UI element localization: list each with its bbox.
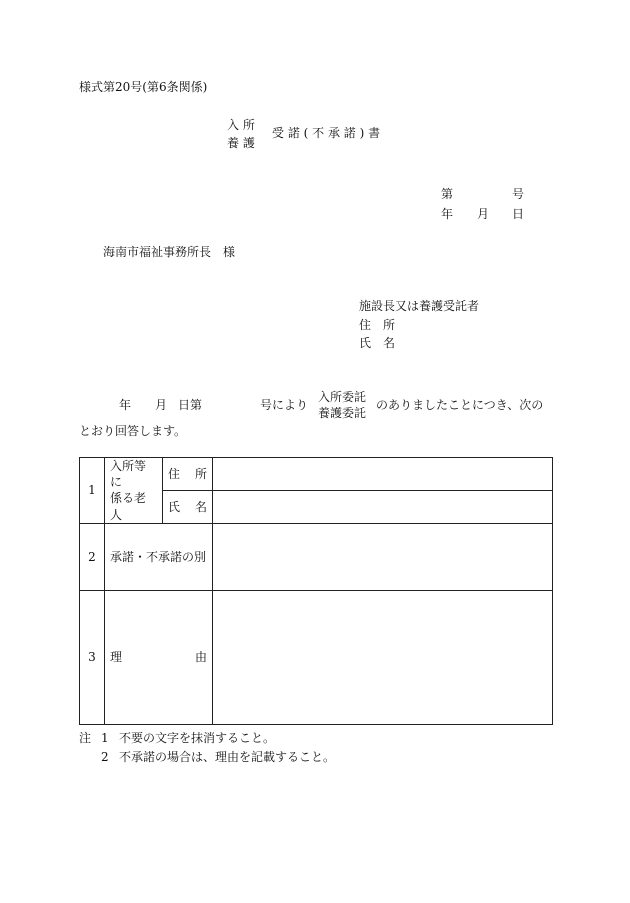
- body-line2: とおり回答します。: [79, 424, 187, 438]
- body-gou-niyori: 号により: [260, 398, 309, 412]
- commission-type-bottom: 養護委託: [318, 406, 367, 421]
- row1-label-line2: 係る老人: [110, 491, 147, 522]
- row1-address-value[interactable]: [213, 458, 553, 491]
- row2-value[interactable]: [213, 523, 553, 590]
- row1-name-char1: 氏: [168, 499, 181, 514]
- note1-text: 不要の文字を抹消すること。: [119, 731, 276, 745]
- row1-address-char1: 住: [168, 466, 181, 481]
- doc-number-gou: 号: [512, 187, 525, 201]
- note2-number: 2: [101, 750, 109, 764]
- body-year: 年: [119, 398, 132, 412]
- row1-number: 1: [80, 458, 105, 524]
- document-title: 受 諾 ( 不 承 諾 ) 書: [272, 126, 381, 140]
- row3-label-char2: 由: [194, 650, 207, 665]
- date-month: 月: [477, 207, 490, 221]
- table-row-2: [80, 523, 553, 590]
- body-continuation: のありましたことにつき、次の: [376, 398, 544, 412]
- title-stack-top: 入 所: [227, 118, 255, 132]
- doc-number-dai: 第: [441, 187, 454, 201]
- commission-type-top: 入所委託: [318, 390, 367, 404]
- table-row-1-address: [80, 458, 553, 491]
- body-day-dai: 日第: [178, 398, 203, 412]
- sender-address-label: 住 所: [359, 318, 396, 332]
- title-stack: [227, 118, 255, 151]
- note1-number: 1: [101, 731, 109, 745]
- row1-label: [105, 458, 163, 524]
- row1-name-label: [163, 490, 213, 523]
- row3-label: [105, 590, 213, 724]
- sender-name-label: 氏 名: [359, 336, 396, 350]
- row1-label-line1: 入所等に: [110, 459, 147, 490]
- body-month: 月: [155, 398, 168, 412]
- row1-name-value[interactable]: [213, 490, 553, 523]
- title-stack-bottom: 養 護: [227, 136, 255, 151]
- date-year: 年: [441, 207, 454, 221]
- date-day: 日: [512, 207, 525, 221]
- row3-label-char1: 理: [110, 650, 123, 665]
- table-row-3: [80, 590, 553, 724]
- commission-type-stack: [318, 390, 366, 421]
- row1-name-char2: 名: [194, 499, 207, 514]
- addressee: 海南市福祉事務所長 様: [103, 245, 236, 259]
- response-table: [79, 457, 553, 725]
- notes-prefix: 注: [79, 731, 92, 745]
- row2-label: 承諾・不承諾の別: [105, 523, 213, 590]
- row2-number: 2: [80, 523, 105, 590]
- row1-address-char2: 所: [194, 466, 207, 481]
- row3-value[interactable]: [213, 590, 553, 724]
- row3-number: 3: [80, 590, 105, 724]
- row1-address-label: [163, 458, 213, 491]
- note2-text: 不承諾の場合は、理由を記載すること。: [119, 750, 336, 764]
- form-number: 様式第20号(第6条関係): [79, 80, 208, 94]
- sender-title: 施設長又は養護受託者: [359, 299, 480, 313]
